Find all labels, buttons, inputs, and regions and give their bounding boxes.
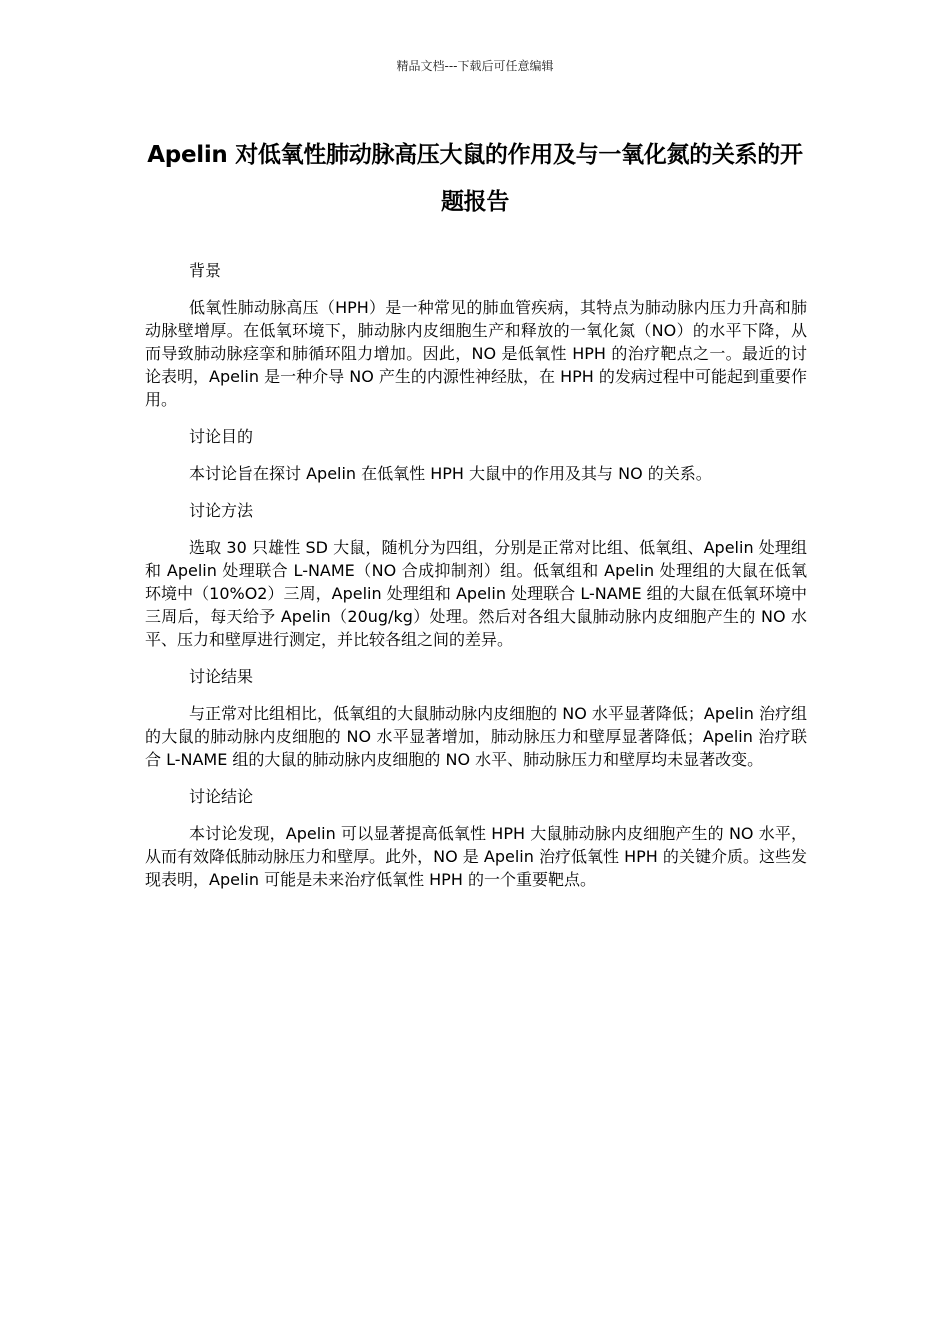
conclusion-heading: 讨论结论 <box>189 787 254 806</box>
conclusion-paragraph: 本讨论发现，Apelin 可以显著提高低氧性 HPH 大鼠肺动脉内皮细胞产生的 NO 水平，从而有效降低肺动脉压力和壁厚。此外，NO 是 Apelin 治疗低氧性 HPH 的关键介质。这些发现表明，Apelin 可能是未来治疗低氧性 HPH 的一个重要靶点。 <box>145 824 807 889</box>
methods-paragraph: 选取 30 只雄性 SD 大鼠，随机分为四组，分别是正常对比组、低氧组、Apelin 处理组和 Apelin 处理联合 L-NAME（NO 合成抑制剂）组。低氧组和 Apelin 处理组的大鼠在低氧环境中（10%O2）三周，Apelin 处理组和 Apelin 处理联合 L-NAME 组的大鼠在低氧环境中三周后，每天给予 Apelin（20ug/kg）处理。然后对各组大鼠肺动脉内皮细胞产生的 NO 水平、压力和壁厚进行测定，并比较各组之间的差异。 <box>145 538 807 649</box>
document-body <box>145 259 807 905</box>
aim-heading: 讨论目的 <box>189 427 254 446</box>
document-title: Apelin 对低氧性肺动脉高压大鼠的作用及与一氧化氮的关系的开题报告 <box>147 142 803 215</box>
background-paragraph: 低氧性肺动脉高压（HPH）是一种常见的肺血管疾病，其特点为肺动脉内压力升高和肺动脉壁增厚。在低氧环境下，肺动脉内皮细胞生产和释放的一氧化氮（NO）的水平下降，从而导致肺动脉痉挛和肺循环阻力增加。因此，NO 是低氧性 HPH 的治疗靶点之一。最近的讨论表明，Apelin 是一种介导 NO 产生的内源性神经肽，在 HPH 的发病过程中可能起到重要作用。 <box>145 298 807 409</box>
page-header: 精品文档---下载后可任意编辑 <box>396 59 554 73</box>
results-paragraph: 与正常对比组相比，低氧组的大鼠肺动脉内皮细胞的 NO 水平显著降低；Apelin 治疗组的大鼠的肺动脉内皮细胞的 NO 水平显著增加，肺动脉压力和壁厚显著降低；Apelin 治疗联合 L-NAME 组的大鼠的肺动脉内皮细胞的 NO 水平、肺动脉压力和壁厚均未显著改变。 <box>145 704 807 769</box>
methods-heading: 讨论方法 <box>189 501 254 520</box>
results-heading: 讨论结果 <box>189 667 254 686</box>
aim-paragraph: 本讨论旨在探讨 Apelin 在低氧性 HPH 大鼠中的作用及其与 NO 的关系。 <box>189 464 712 483</box>
background-heading: 背景 <box>189 261 222 280</box>
